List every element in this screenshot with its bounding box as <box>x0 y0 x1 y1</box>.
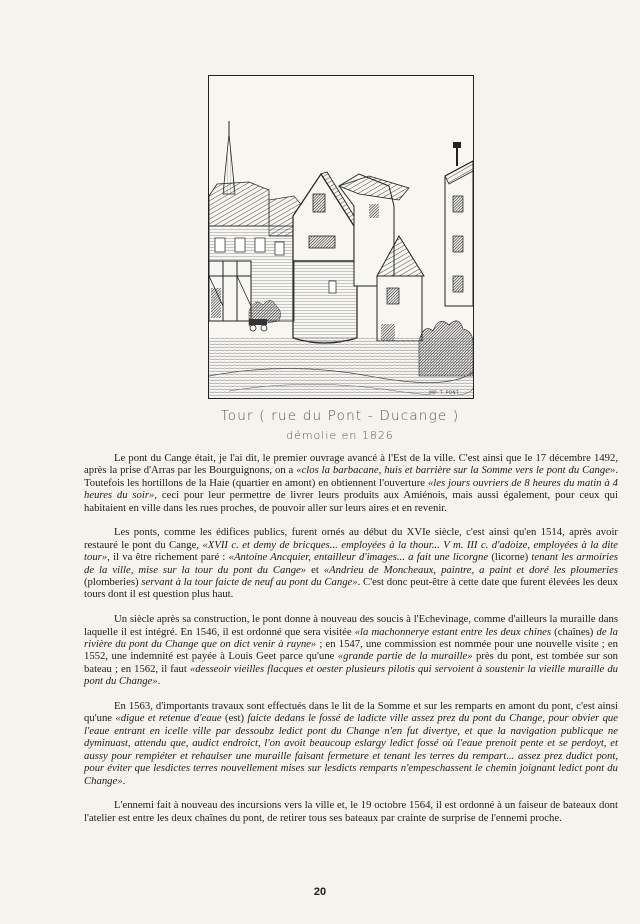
quoted-citation: «les jours ouvriers de 8 heures du matin à 4 heures du soir» <box>84 476 618 502</box>
text-run: près du pont, est tombée sur son bateau ; en 1562, il faut <box>84 650 619 675</box>
page-number: 20 <box>313 886 327 898</box>
text-run: . <box>122 774 126 787</box>
quoted-citation: «la machonnerye estant entre les deux chines <box>354 625 552 638</box>
text-run: . <box>157 675 161 688</box>
paragraph <box>84 799 618 824</box>
text-run: Les ponts, comme les édifices publics, furent ornés au début du XVIe siècle, c'est ainsi qu'en 1514, après avoir restauré le pont du Cange, <box>84 526 618 551</box>
quoted-citation: «grande partie de la muraille» <box>337 650 473 663</box>
text-run: (est) <box>221 712 248 725</box>
figure-caption-title: Tour ( rue du Pont - Ducange ) <box>220 408 460 424</box>
text-run: (plomberies) <box>84 576 142 589</box>
quoted-citation: «Andrieu de Moncheaux, paintre, a paint et doré les ploumeries <box>323 563 618 576</box>
text-run: Le pont du Cange était, je l'ai dit, le premier ouvrage avancé à l'Est de la ville. C'est ainsi que le 17 décembre 1492, après la prise d'Arras par les Bourguignons, on a <box>84 452 618 477</box>
text-run: En 1563, d'importants travaux sont effectués dans le lit de la Somme et sur les remparts en amont du pont, c'est ainsi qu'une <box>84 700 618 725</box>
paragraph <box>84 613 618 687</box>
quoted-citation: faicte dedans le fossé de ladicte ville assez prez du pont du Change, pour obvier que l'eaue entrant en icelle ville par dessoubz ledict pont du Change n'en fut divertye, et que la navigation publicque ne dyminuast, attendu que, audict endroict, l'on avoit beaucoup eslargy ledict fossé où l'eaue prenoit pente et se perdoyt, et aussy pour rempiéter et rehaulser une muraille faisant fermeture et tenant les terres du rempart... assez prez dudict pont, pour éviter que lesdictes terres nouvellement mises sur lesdicts remparts n'empeschassent le chemin joignant ledict pont du Change» <box>84 712 618 787</box>
quoted-citation: «clos la barbacane, huis et barrière sur la Somme vers le pont du Cange» <box>296 464 616 477</box>
quoted-citation: «digue et retenue d'eaue <box>115 712 222 725</box>
text-run: . C'est donc peut-être à cette date que furent élevées les deux tours dont il est question plus haut. <box>84 576 618 601</box>
quoted-citation: «Antoine Ancquier, entailleur d'images... a fait une licorgne <box>228 551 489 564</box>
quoted-citation: tenant les armoiries de la ville, mise sur la tour du pont du Cange» <box>84 551 619 576</box>
quoted-citation: «XVII c. et demy de bricques... employées à la thour... V m. III c. d'adoize, employées à la dite tour» <box>84 538 618 564</box>
text-run: . Toutefois les hortillons de la Haie (quartier en amont) en obtiennent l'ouverture <box>84 464 618 489</box>
text-run: (chaînes) <box>551 625 597 638</box>
quoted-citation: de la rivière du pont du Change que on dict venir à ruyne» <box>84 625 618 651</box>
text-run: L'ennemi fait à nouveau des incursions vers la ville et, le 19 octobre 1564, il est ordonné à un faiseur de bateaux dont l'atelier est entre les deux chaînes du pont, de retirer tous ses bateaux par crainte de surprise de l'ennemi proche. <box>84 799 618 824</box>
tower-engraving <box>208 75 474 399</box>
paragraph <box>84 452 618 514</box>
engraving-drawing <box>209 76 473 398</box>
paragraph <box>84 700 618 787</box>
text-run: , il va être richement paré : <box>107 551 229 564</box>
text-run: (licorne) <box>488 551 532 564</box>
text-run: Un siècle après sa construction, le pont donne à nouveau des soucis à l'Echevinage, comme d'ailleurs la muraille dans laquelle il est intégré. En 1546, il est ordonné que sera visitée <box>84 613 618 638</box>
paragraph <box>84 526 618 600</box>
quoted-citation: servant à la tour faicte de neuf au pont du Cange» <box>141 576 358 589</box>
quoted-citation: «desseoir vieilles flacques et oester plusieurs pilotis qui servoient à soustenir la vieille muraille du pont du Change» <box>84 662 619 688</box>
text-run: , ceci pour leur permettre de livrer leurs produits aux Amiénois, mais aussi également, pour ceux qui habitaient en ville dans les rues proches, de pouvoir aller sur leurs aires et en revenir. <box>84 489 618 514</box>
body-text <box>84 452 618 837</box>
figure-caption-subtitle: démolie en 1826 <box>286 429 394 442</box>
text-run: et <box>306 563 324 576</box>
text-run: ; en 1547, une commission est nommée pour une nouvelle visite ; en 1552, une indemnité est payée à Louis Geet parce qu'une <box>84 638 619 663</box>
engraving-imprint: IMP. T. PONT <box>428 390 459 395</box>
